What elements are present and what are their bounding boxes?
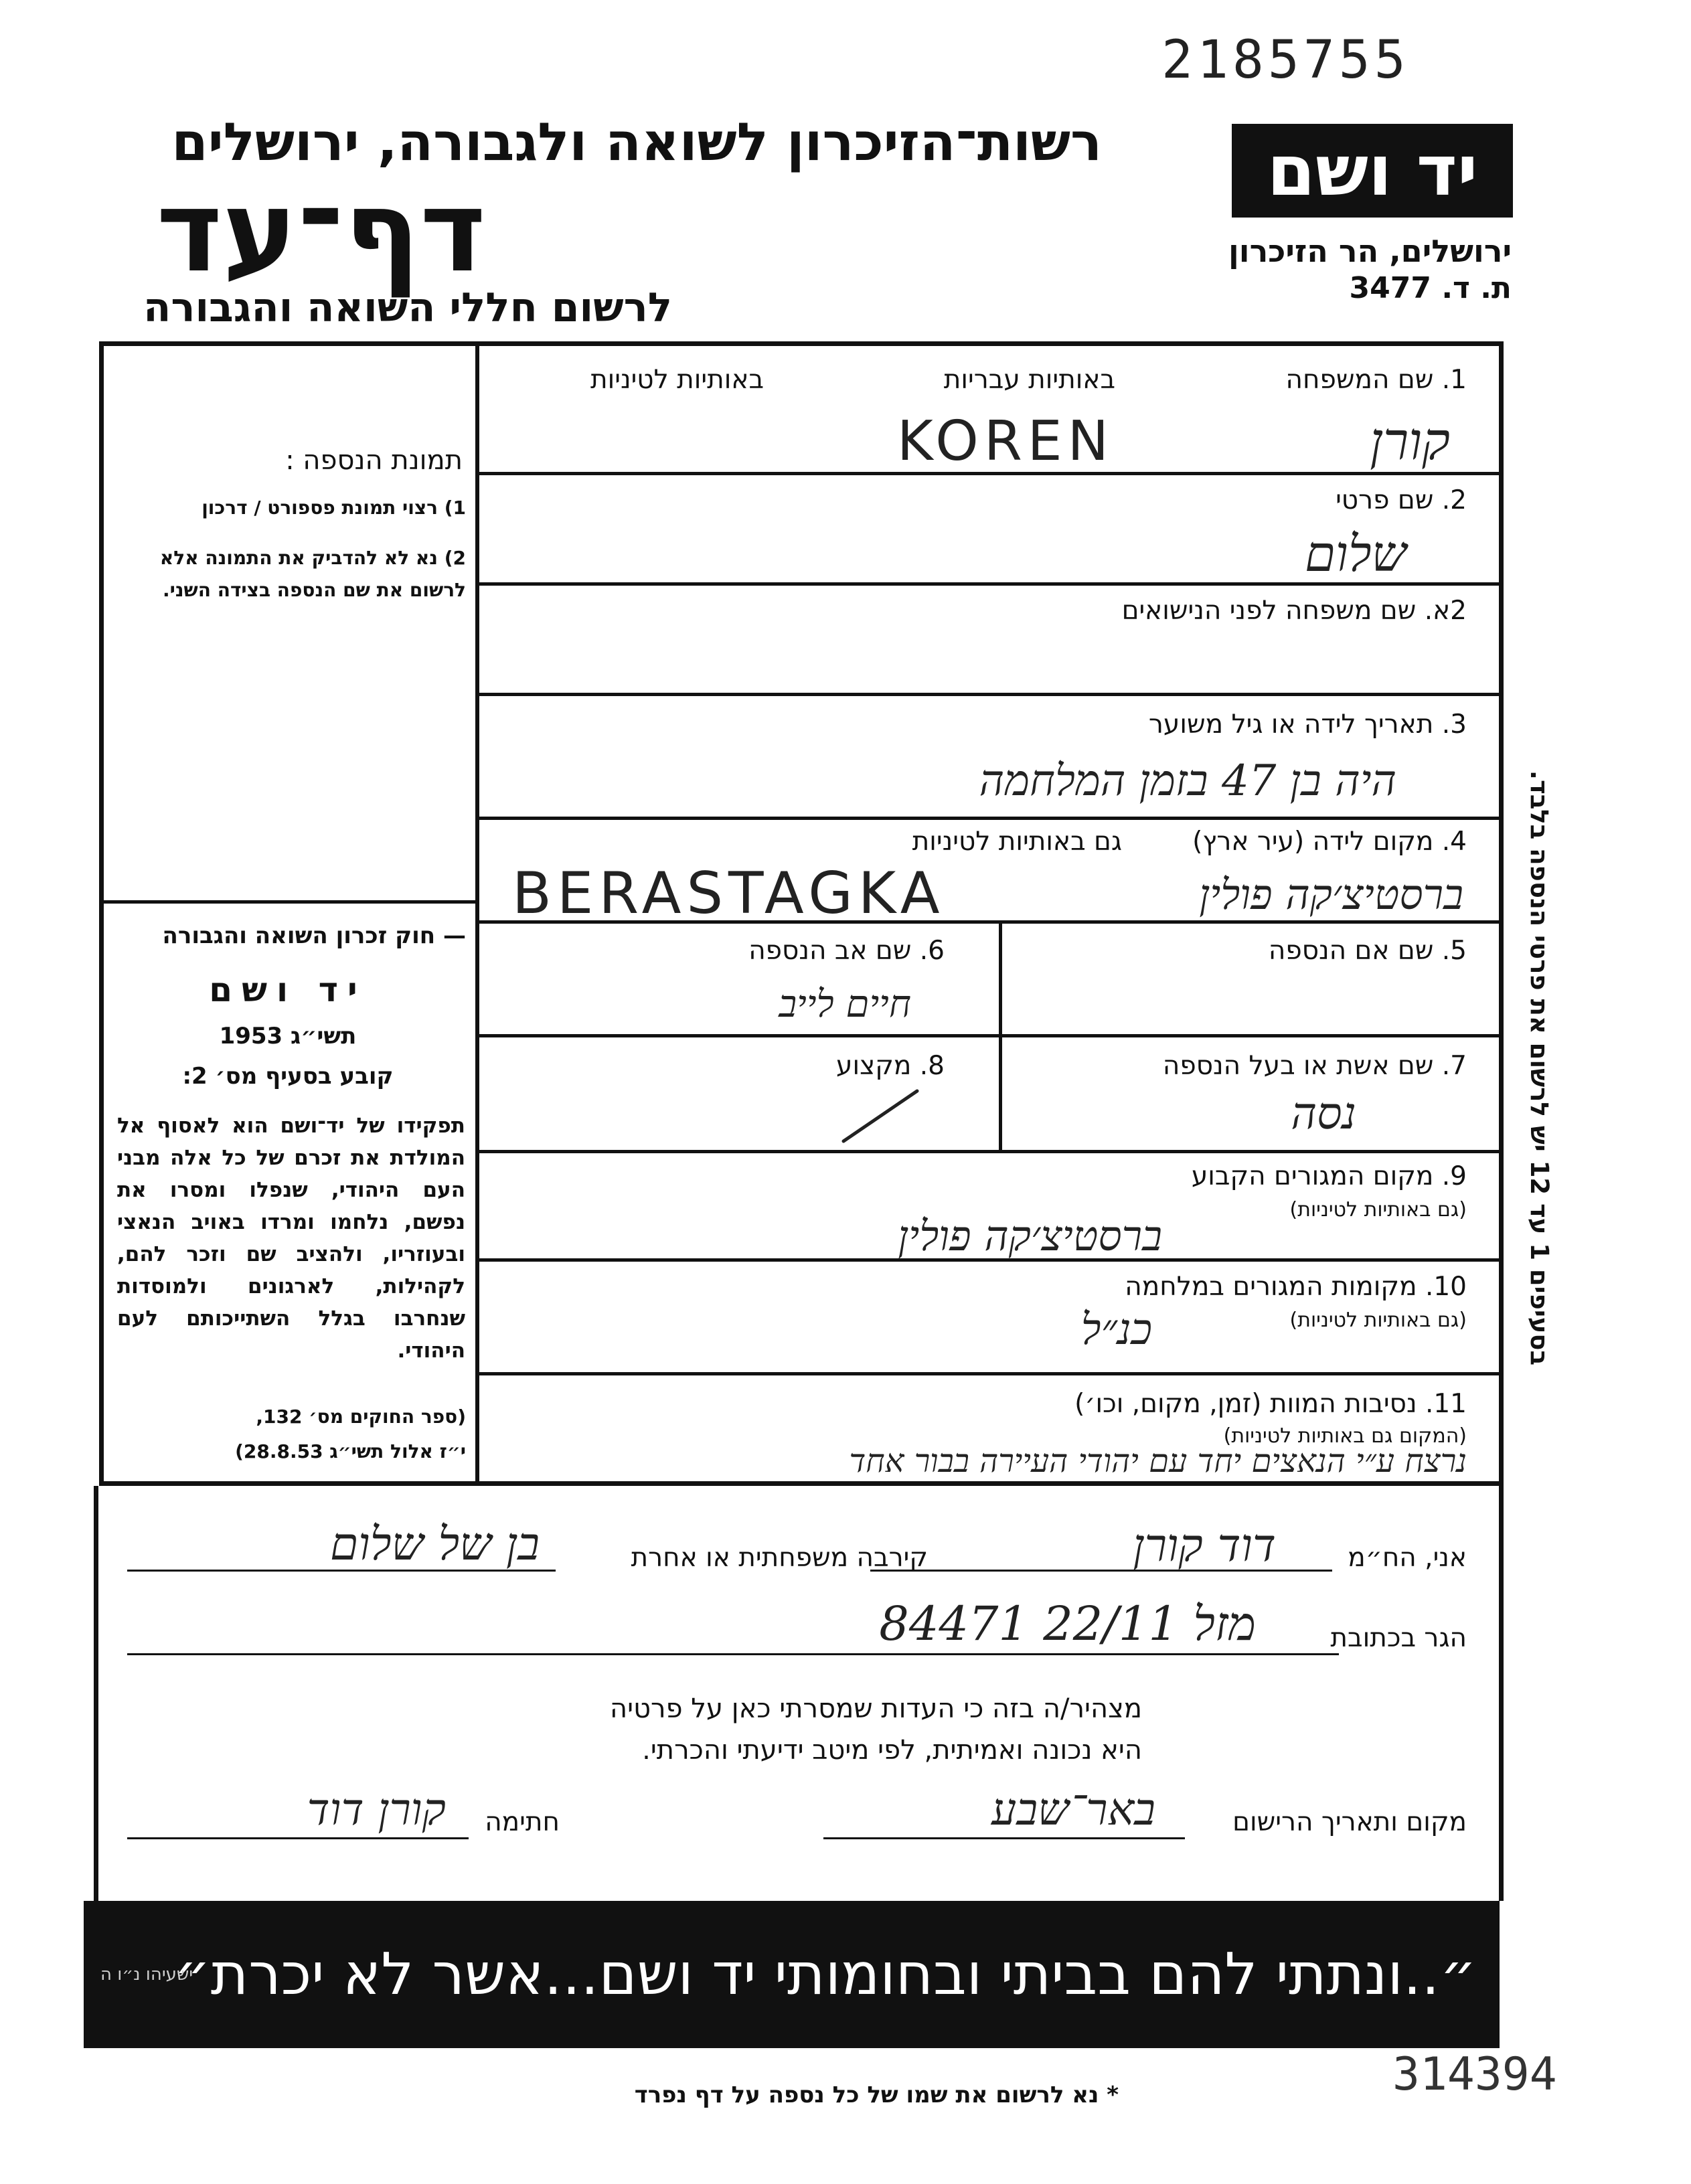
field-family-name-latin-header: באותיות לטיניות [590,365,764,395]
address-label: הגר בכתובת [1330,1623,1467,1653]
birth-date-value: היה בן 47 בזמן המלחמה [979,756,1396,806]
field-father-name-label: 6. שם אב הנספה [748,936,945,966]
signature-value: קורן דוד [307,1784,446,1835]
side-vertical-note [1520,730,1560,1406]
field-death-circumstances-sublabel: (המקום גם באותיות לטיניות) [1223,1424,1467,1448]
witness-name-label: אני, הח״מ [1348,1543,1467,1573]
field-maiden-name-label: 2א. שם משפחה לפני הנישואים [1121,596,1467,626]
field-death-circumstances-label: 11. נסיבות המוות (זמן, מקום, וכו׳) [1074,1389,1467,1419]
form-subtitle: לרשום חללי השואה והגבורה [143,284,672,331]
form-title: דף־עד [156,166,486,297]
photo-title: תמונת הנספה : [285,445,463,476]
law-reference-1: (ספר החוקים מס׳ 132, [256,1406,466,1428]
organization-name: רשות־הזיכרון לשואה ולגבורה, ירושלים [171,112,1102,173]
field-birth-date-label: 3. תאריך לידה או גיל משוער [1148,709,1467,740]
birthplace-hebrew-value: ברסטיצ׳קה פולין [1199,870,1463,919]
address-value: מזל 22/11 84471 [879,1596,1256,1651]
field-family-name-hebrew-header: באותיות עבריות [943,365,1115,395]
field-family-name-label: 1. שם המשפחה [1285,365,1467,395]
logo-text: יד ושם [1267,130,1478,212]
first-name-value: שלום [1304,525,1406,583]
place-date-label: מקום ותאריך הרישום [1232,1807,1467,1837]
signature-label: חתימה [485,1807,560,1837]
law-section: קובע בסעיף מס׳ 2: [182,1063,394,1090]
spouse-name-value: נסה [1291,1088,1356,1139]
banner-verse: ״..ונתתי להם בביתי ובחומותי יד ושם...אשר לא יכרת״ [173,1941,1477,2008]
field-wartime-residence-label: 10. מקומות המגורים במלחמה [1125,1272,1467,1302]
form-serial-number: 2185755 [1161,30,1410,90]
statement-line-2: היא נכונה ואמיתית, לפי מיטב ידיעתי והכרתי. [642,1735,1142,1766]
family-name-latin-value: KOREN [897,410,1114,473]
side-vertical-note-text: בסעיפים 1 עד 12 יש לרשום את פרטי הנספה בלבד. [1525,770,1554,1365]
logo-pobox: ת. ד. 3477 [1349,271,1512,305]
relation-value: בן של שלום [329,1518,540,1571]
field-spouse-name-label: 7. שם אשת או בעל הנספה [1162,1051,1467,1081]
law-reference-2: י״ז אלול תשי״ג 28.8.53) [235,1440,466,1462]
photo-note-2: 2) נא לא להדביק את התמונה אלא לרשום את שם הנספה בצידה השני. [159,547,466,601]
yad-vashem-logo [1232,124,1513,218]
profession-empty-slash [837,1081,937,1148]
footer-note: * נא לרשום את שמו של כל נספה על דף נפרד [634,2082,1119,2108]
relation-label: קירבה משפחתית או אחרת [631,1543,928,1573]
photo-note-1: 1) רצוי תמונת פספורט / דרכון [202,497,466,519]
field-birthplace-label: 4. מקום לידה (עיר ארץ) [1192,827,1467,857]
death-circumstances-value: נרצח ע״י הנאצים יחד עם יהודי העיירה בבור אחד [849,1442,1467,1480]
field-first-name-label: 2. שם פרטי [1336,485,1467,515]
field-birthplace-latin-header: גם באותיות לטיניות [912,827,1122,857]
field-permanent-residence-label: 9. מקום המגורים הקבוע [1191,1161,1467,1191]
field-mother-name-label: 5. שם אם הנספה [1268,936,1467,966]
archive-serial-number: 314394 [1392,2048,1557,2101]
father-name-value: חיים לייב [779,983,911,1026]
wartime-residence-value: כנ״ל [1080,1305,1152,1355]
statement-line-1: מצהיר/ה בזה כי העדות שמסרתי כאן על פרטיה [610,1693,1142,1724]
birthplace-latin-value: BERASTAGKA [512,860,945,927]
place-date-value: באר־שבע [991,1784,1155,1835]
permanent-residence-value: ברסטיצ׳קה פולין [898,1211,1162,1260]
logo-address: ירושלים, הר הזיכרון [1228,233,1512,269]
banner-source: ישעיהו נ״ו ה [100,1964,193,1985]
law-year: תשי״ג 1953 [219,1023,357,1049]
field-wartime-residence-sublabel: (גם באותיות לטיניות) [1289,1309,1467,1332]
law-text: תפקידו של יד־ושם הוא לאסוף אל המולדת את זכרם של כל אלה מבני העם היהודי, שנפלו ומסרו את נפשם, נלחמו ומרדו באויב הנאצי ובעוזריו, ולהציב שם וזכר להם, לקהילות, לארגונים ולמוסדות שנחרבו בגלל השתייכותם לעם היהודי. [117,1114,465,1363]
law-title: — חוק זכרון השואה והגבורה [162,922,466,949]
family-name-hebrew-value: קורן [1370,412,1450,472]
witness-name-value: דוד קורן [1133,1519,1276,1572]
field-profession-label: 8. מקצוע [836,1051,945,1081]
law-name: יד ושם [209,971,367,1009]
field-permanent-residence-sublabel: (גם באותיות לטיניות) [1289,1198,1467,1222]
